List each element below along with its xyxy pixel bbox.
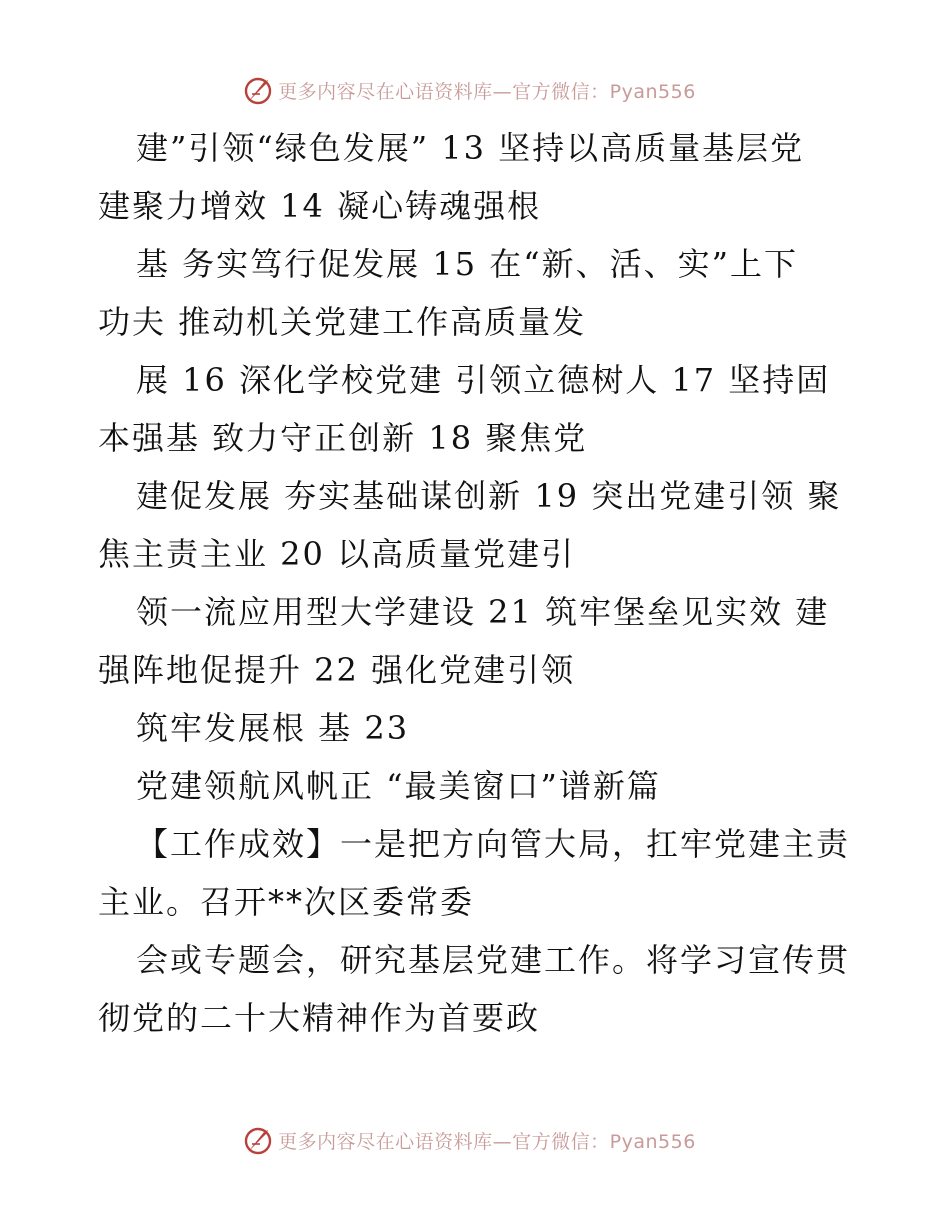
quill-circle-logo-icon xyxy=(242,1124,274,1156)
text-line: 焦主责主业 20 以高质量党建引 xyxy=(98,535,576,573)
text-line: 党建领航风帆正 “最美窗口”谱新篇 xyxy=(136,767,661,805)
footer-watermark xyxy=(0,1120,950,1160)
watermark-group xyxy=(242,1124,696,1156)
text-line: 本强基 致力守正创新 18 聚焦党 xyxy=(98,419,588,457)
text-line: 领一流应用型大学建设 21 筑牢堡垒见实效 建 xyxy=(136,593,830,631)
text-line: 【工作成效】一是把方向管大局，扛牢党建主责 xyxy=(136,825,851,863)
header-watermark xyxy=(0,70,950,110)
text-line: 彻党的二十大精神作为首要政 xyxy=(98,999,541,1037)
text-line: 主业。召开**次区委常委 xyxy=(98,883,475,921)
text-line: 建聚力增效 14 凝心铸魂强根 xyxy=(98,187,542,225)
quill-circle-logo-icon xyxy=(242,74,274,106)
watermark-text: 更多内容尽在心语资料库—官方微信：Pyan556 xyxy=(278,1130,696,1153)
text-line: 建促发展 夯实基础谋创新 19 突出党建引领 聚 xyxy=(136,477,842,515)
text-line: 筑牢发展根 基 23 xyxy=(136,709,410,747)
text-line: 功夫 推动机关党建工作高质量发 xyxy=(98,303,587,341)
text-line: 会或专题会，研究基层党建工作。将学习宣传贯 xyxy=(136,941,851,979)
text-line: 强阵地促提升 22 强化党建引领 xyxy=(98,651,576,689)
watermark-group xyxy=(242,74,696,106)
text-line: 基 务实笃行促发展 15 在“新、活、实”上下 xyxy=(136,245,798,283)
text-line: 展 16 深化学校党建 引领立德树人 17 坚持固 xyxy=(136,361,831,399)
text-line: 建”引领“绿色发展” 13 坚持以高质量基层党 xyxy=(136,129,805,167)
watermark-text: 更多内容尽在心语资料库—官方微信：Pyan556 xyxy=(278,80,696,103)
